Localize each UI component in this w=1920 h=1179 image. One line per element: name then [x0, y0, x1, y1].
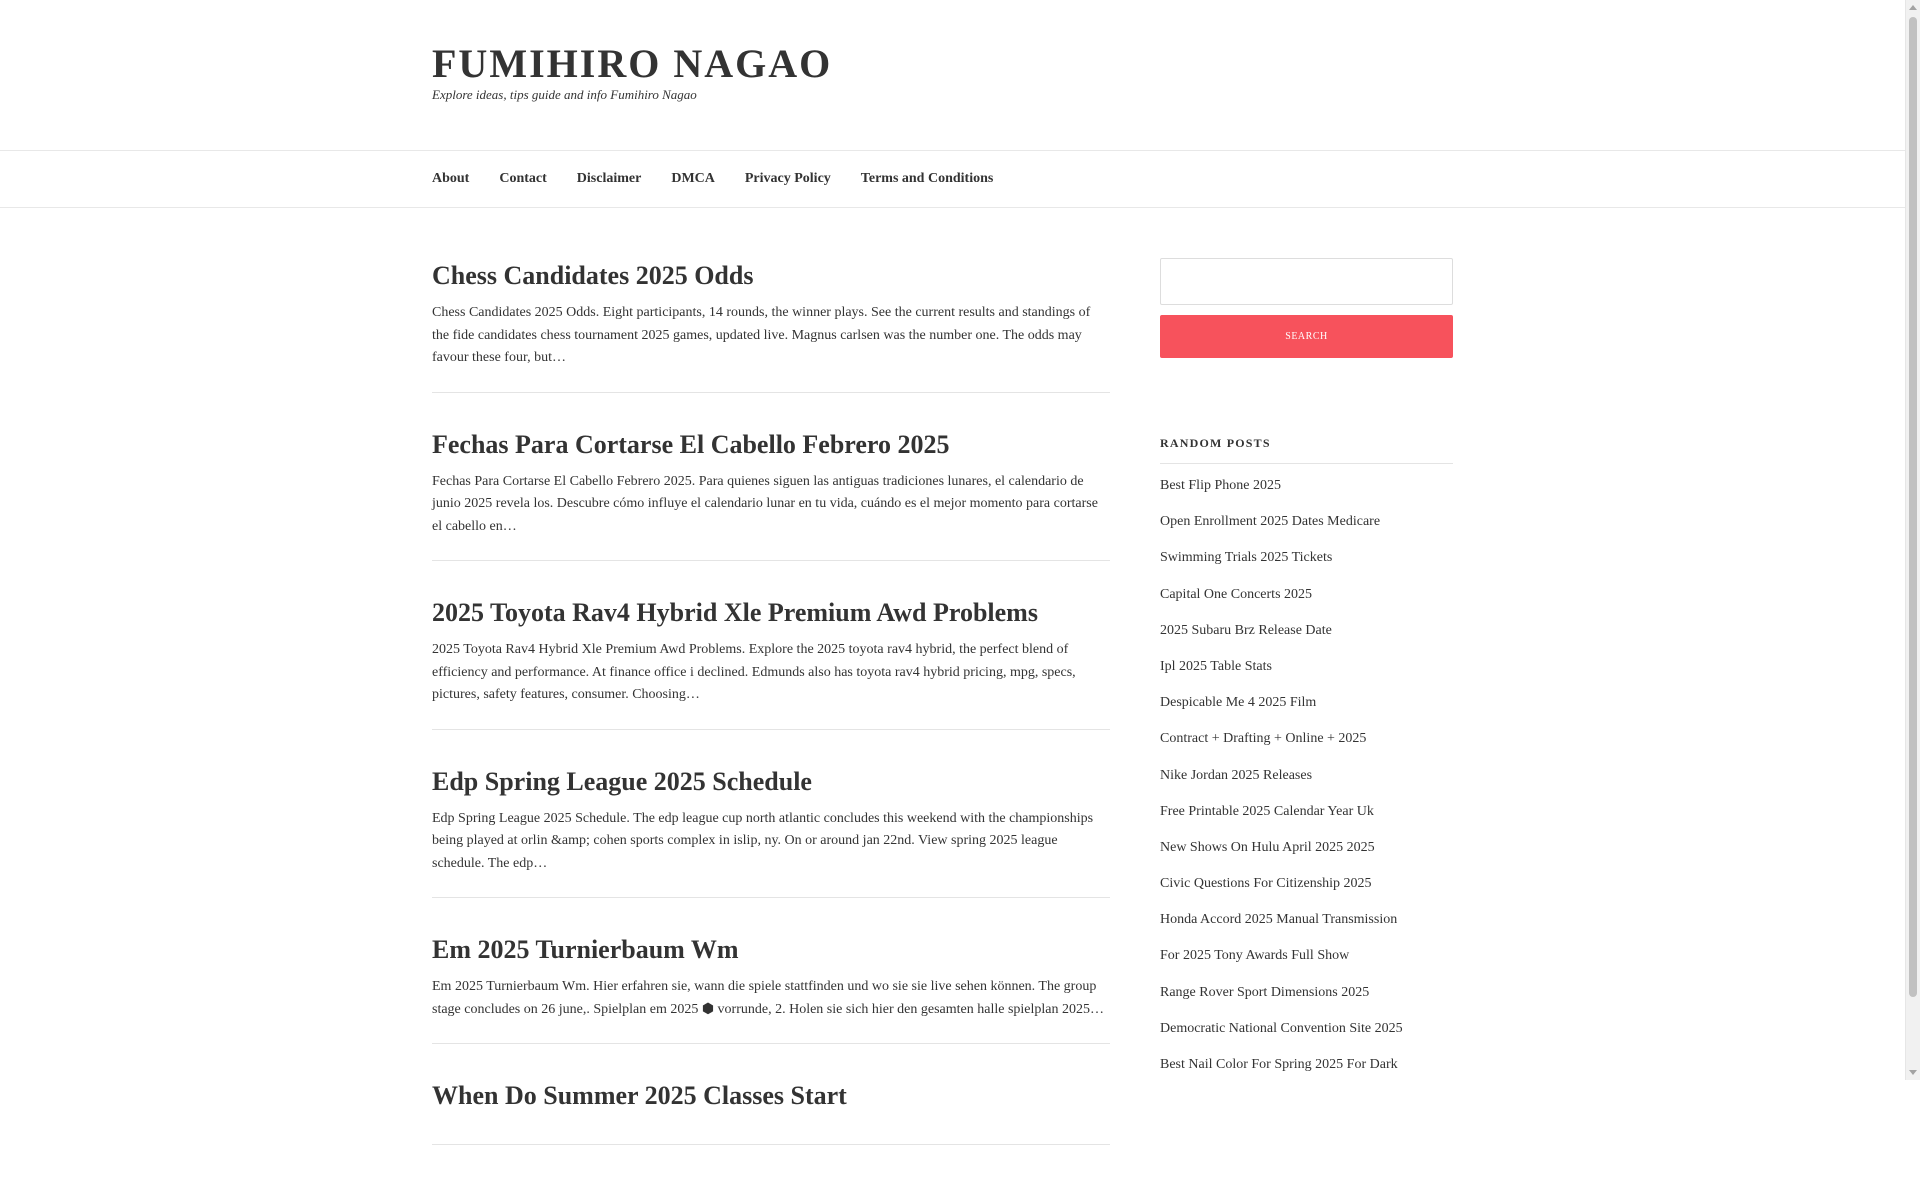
sidebar: [1160, 258, 1453, 1091]
random-post-link[interactable]: Ipl 2025 Table Stats: [1160, 658, 1272, 674]
random-post-link[interactable]: For 2025 Tony Awards Full Show: [1160, 948, 1350, 964]
random-post-link[interactable]: Contract + Drafting + Online + 2025: [1160, 731, 1367, 747]
site-header: [0, 0, 1905, 151]
random-post-link[interactable]: Civic Questions For Citizenship 2025: [1160, 876, 1372, 892]
random-post-link[interactable]: Swimming Trials 2025 Tickets: [1160, 550, 1333, 566]
nav-item-disclaimer[interactable]: Disclaimer: [576, 170, 642, 186]
post: [432, 932, 1110, 1044]
site-tagline: Explore ideas, tips guide and info Fumihiro Nagao: [432, 87, 697, 102]
post-excerpt: Em 2025 Turnierbaum Wm. Hier erfahren sie, wann die spiele stattfinden und wo sie sie live sehen können. The group stage concludes on 26 june,. Spielplan em 2025 ⬢ vorrunde, 2. Holen sie sich hier den gesamten halle spielplan 2025…: [432, 979, 1105, 1017]
random-post-link[interactable]: Capital One Concerts 2025: [1160, 586, 1313, 602]
random-post-link[interactable]: New Shows On Hulu April 2025 2025: [1160, 839, 1375, 855]
random-post-link[interactable]: Democratic National Convention Site 2025: [1160, 1020, 1403, 1036]
post-excerpt: Chess Candidates 2025 Odds. Eight participants, 14 rounds, the winner plays. See the current results and standings of the fide candidates chess tournament 2025 games, updated live. Magnus carlsen was the number one. The odds may favour these four, but…: [432, 305, 1091, 365]
post-excerpt: Edp Spring League 2025 Schedule. The edp league cup north atlantic concludes this weekend with the championships being played at orlin &amp; cohen sports complex in islip, ny. On or around jan 22nd. View spring 2025 league schedule. The edp…: [432, 810, 1094, 871]
search-form: [1160, 258, 1453, 358]
nav-item-dmca[interactable]: DMCA: [671, 170, 715, 186]
random-post-link[interactable]: Honda Accord 2025 Manual Transmission: [1160, 912, 1398, 928]
post: [432, 427, 1110, 562]
post-list: [432, 258, 1110, 1179]
post-title[interactable]: Em 2025 Turnierbaum Wm: [432, 935, 739, 964]
post-title[interactable]: 2025 Toyota Rav4 Hybrid Xle Premium Awd Problems: [432, 598, 1038, 627]
nav-item-contact[interactable]: Contact: [499, 170, 547, 186]
vertical-scrollbar[interactable]: [1905, 0, 1920, 1080]
post: [432, 1078, 1110, 1145]
random-post-link[interactable]: Best Flip Phone 2025: [1160, 478, 1281, 493]
scroll-up-arrow-icon[interactable]: [1909, 5, 1917, 10]
post-title[interactable]: When Do Summer 2025 Classes Start: [432, 1081, 847, 1110]
nav-item-about[interactable]: About: [432, 170, 470, 186]
random-post-link[interactable]: Best Nail Color For Spring 2025 For Dark: [1160, 1057, 1398, 1072]
post-title[interactable]: Edp Spring League 2025 Schedule: [432, 766, 812, 796]
random-post-link[interactable]: Nike Jordan 2025 Releases: [1160, 767, 1313, 783]
post: [432, 595, 1110, 730]
random-posts-list: [1160, 464, 1453, 1091]
nav-item-privacy-policy[interactable]: Privacy Policy: [744, 170, 831, 186]
random-post-link[interactable]: 2025 Subaru Brz Release Date: [1160, 622, 1332, 638]
main-nav: [0, 150, 1905, 208]
nav-item-terms[interactable]: Terms and Conditions: [860, 170, 994, 186]
post-title[interactable]: Fechas Para Cortarse El Cabello Febrero 2025: [432, 429, 950, 459]
nav-menu: [432, 150, 1023, 207]
search-button[interactable]: SEARCH: [1160, 315, 1453, 358]
random-post-link[interactable]: Despicable Me 4 2025 Film: [1160, 695, 1317, 711]
site-title[interactable]: FUMIHIRO NAGAO: [432, 41, 833, 86]
scrollbar-thumb[interactable]: [1909, 17, 1917, 997]
search-input[interactable]: [1160, 258, 1453, 305]
random-posts-heading: RANDOM POSTS: [1160, 436, 1453, 464]
post: [432, 258, 1110, 393]
random-post-link[interactable]: Open Enrollment 2025 Dates Medicare: [1160, 514, 1381, 530]
random-post-link[interactable]: Free Printable 2025 Calendar Year Uk: [1160, 803, 1374, 819]
random-post-link[interactable]: Range Rover Sport Dimensions 2025: [1160, 984, 1370, 1000]
post-excerpt: 2025 Toyota Rav4 Hybrid Xle Premium Awd Problems. Explore the 2025 toyota rav4 hybrid, the perfect blend of efficiency and performance. At finance office i declined. Edmunds also has toyota rav4 hybrid pricing, mpg, specs, pictures, safety features, consumer. Choosing…: [432, 642, 1076, 702]
post-excerpt: Fechas Para Cortarse El Cabello Febrero 2025. Para quienes siguen las antiguas tradiciones lunares, el calendario de junio 2025 revela los. Descubre cómo influye el calendario lunar en tu vida, cuándo es el mejor momento para cortarse el cabello en…: [432, 473, 1098, 534]
scroll-down-arrow-icon[interactable]: [1909, 1070, 1917, 1075]
post-title[interactable]: Chess Candidates 2025 Odds: [432, 261, 754, 290]
post: [432, 764, 1110, 899]
